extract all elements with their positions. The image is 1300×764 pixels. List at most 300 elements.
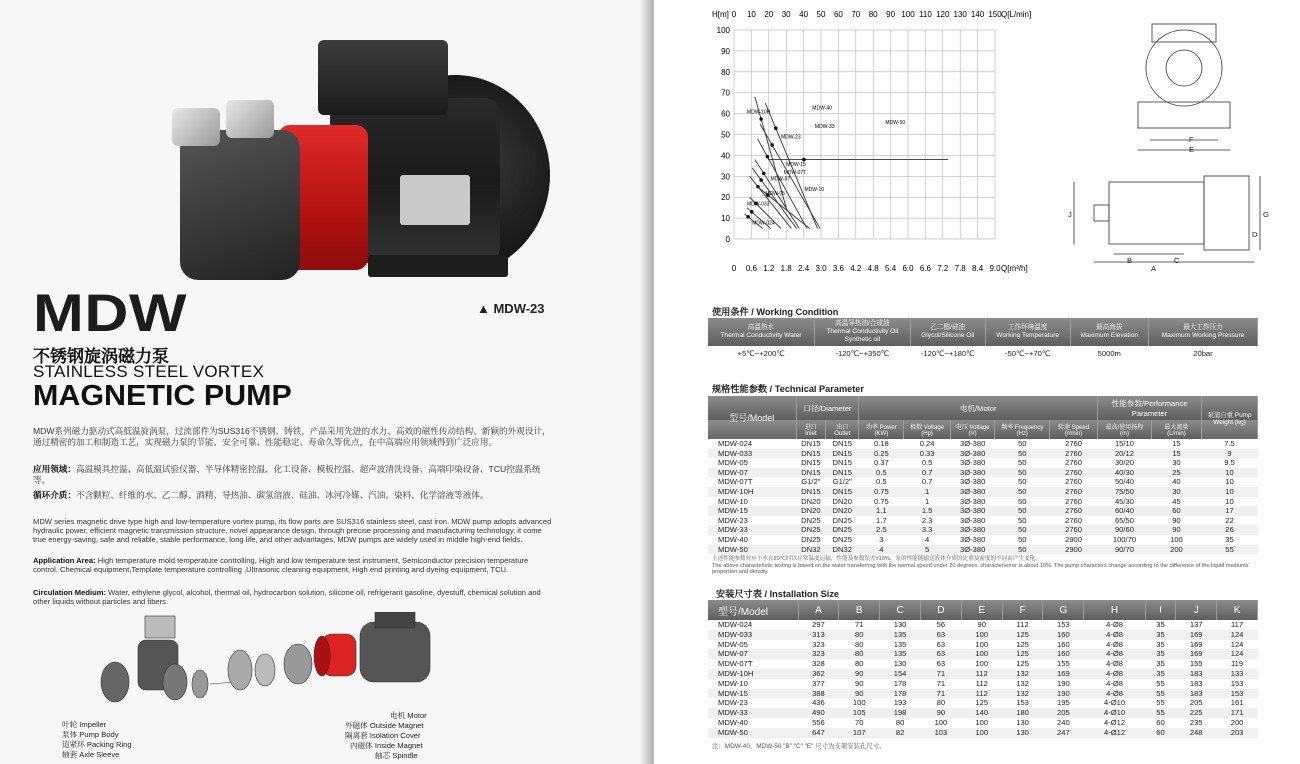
table-cell: 124 [1230,649,1244,659]
table-cell: 247 [1057,727,1070,737]
table-cell: 112 [975,678,988,688]
performance-curve [712,4,1042,274]
table-cell: 2760 [1065,439,1083,448]
h-tick: 100 [716,26,730,35]
table-cell: 3Ø-380 [959,506,986,516]
working-header: 高温热水 Thermal Conductivity Water [708,318,814,346]
table-cell: 2760 [1065,515,1083,525]
table-row [708,525,1258,535]
tech-table [708,396,1258,554]
table-cell: 171 [1230,708,1244,718]
table-cell: 35 [1156,649,1165,659]
table-cell: 193 [893,698,907,708]
table-cell: 154 [893,668,907,678]
table-cell: 20/12 [1114,448,1134,458]
q-bottom-tick: 4.8 [867,264,879,273]
label-packing-ring: 追紧环 Packing Ring [62,740,132,749]
table-cell: 178 [893,678,907,688]
tech-h-diam: 口径/Diameter [796,396,859,420]
curve-point [770,143,774,147]
table-row [708,439,1258,449]
h-tick: 60 [721,109,730,119]
curve-label: MDW-10H [747,109,771,116]
table-cell: MDW-024 [718,439,753,448]
table-cell: 50 [1018,525,1027,535]
table-cell: 183 [1189,668,1203,678]
table-cell: 3 [879,534,884,544]
tech-subheader: 极数 Voltage (Hp) [904,420,951,439]
table-cell: 1.1 [876,506,887,516]
table-cell: 0.37 [873,458,889,468]
table-cell: 100 [1170,534,1183,544]
h-tick: 70 [721,88,730,98]
table-cell: 3Ø-380 [959,458,986,468]
table-cell: DN15 [801,439,821,448]
table-row [708,698,1258,708]
table-cell: 2900 [1065,544,1083,554]
table-cell: 200 [1170,544,1183,554]
working-value: 20bar [1193,349,1213,358]
install-note: 注：MDW-40、MDW-50 "B" "C" "E" 尺寸为支架安装孔尺寸。 [712,743,886,750]
table-cell: 4-Ø8 [1106,629,1123,639]
table-cell: 4-Ø8 [1106,659,1123,669]
q-top-tick: 10 [746,10,756,19]
table-cell: 137 [1189,620,1203,629]
table-cell: 55 [1156,698,1165,708]
table-cell: 63 [936,659,946,669]
tech-subheader: 电压 Voltage (V) [950,420,995,439]
table-cell: 135 [893,639,907,649]
curve-point [746,215,750,219]
tech-subheader: 最大流量 (L/min) [1151,420,1201,439]
q-bottom-tick: 3.6 [832,264,844,273]
table-cell: 9 [1227,448,1232,458]
q-top-tick: 110 [919,10,932,19]
table-cell: 180 [1016,708,1029,718]
table-cell: 55 [1156,708,1165,718]
table-cell: 70 [855,717,864,727]
table-cell: 178 [893,688,907,698]
table-cell: 3Ø-380 [959,448,986,458]
table-cell: 35 [1156,668,1165,678]
table-cell: MDW-10 [718,496,748,506]
table-cell: 90 [855,688,864,698]
table-cell: 0.33 [919,448,935,458]
table-cell: 130 [1016,717,1029,727]
table-cell: 80 [855,649,864,659]
table-cell: 35 [1156,639,1165,649]
table-cell: 50 [1018,458,1027,468]
table-cell: 80 [855,629,864,639]
label-motor: 电机 Motor [390,711,427,720]
table-cell: 377 [812,678,825,688]
table-cell: 0.5 [876,477,887,487]
table-cell: 4-Ø10 [1103,708,1126,718]
curve-label: MDW-15 [786,161,806,168]
table-row [708,497,1258,507]
table-row [708,689,1258,699]
table-cell: 50/40 [1114,477,1134,487]
circulation-cn: 循环介质：不含颗粒、纤维的水、乙二醇、酒精、导热油、碳氢溶液、硅油、冰河冷媒、汽油、染料、化学溶液等液体。 [33,490,489,500]
table-cell: 160 [1057,629,1070,639]
table-row [708,679,1258,689]
table-cell: 297 [812,620,825,629]
working-value: -120℃~+180℃ [920,349,975,358]
table-cell: 2760 [1065,458,1083,468]
table-cell: 63 [936,649,946,659]
h-tick: 30 [721,172,730,182]
table-cell: 71 [936,688,946,698]
table-cell: 3Ø-380 [959,515,986,525]
table-cell: 124 [1230,639,1244,649]
install-header: J [1176,600,1217,620]
table-cell: DN15 [832,467,852,477]
table-cell: 80 [855,639,864,649]
table-cell: 112 [1016,620,1029,629]
dimension-drawing [1064,0,1264,275]
q-top-tick: 90 [886,10,896,19]
h-tick: 90 [721,46,730,56]
title-cn: 不锈钢旋涡磁力泵 [33,347,169,366]
brand-title: MDW [33,284,188,343]
install-title: 安装尺寸表 / Installation Size [716,589,840,599]
q-top-tick: 150 [988,10,1002,19]
table-cell: 3Ø-380 [959,544,986,554]
table-cell: MDW-05 [718,458,748,468]
h-tick: 40 [721,151,730,161]
table-cell: 183 [1189,688,1203,698]
table-cell: 2.5 [876,525,887,535]
table-cell: 100 [975,717,989,727]
table-cell: 35 [1156,659,1165,669]
table-cell: 125 [1016,649,1029,659]
dim-label-e: E [1189,145,1195,154]
curve-label: MDW-07T [783,170,807,177]
table-cell: 153 [1230,678,1244,688]
table-cell: 0.75 [873,486,889,496]
exploded-view [60,612,450,724]
table-cell: 63 [936,639,946,649]
table-cell: 2760 [1065,448,1083,458]
table-cell: 328 [812,659,825,669]
install-header: G [1043,600,1084,620]
table-cell: 2760 [1065,525,1083,535]
table-cell: DN20 [832,506,852,516]
table-cell: 10 [1225,486,1234,496]
q-top-tick: 120 [936,10,950,19]
q-bottom-tick: 0.6 [745,264,757,273]
table-row [708,708,1258,718]
table-cell: 35 [1156,629,1165,639]
dim-label-a: A [1151,264,1157,273]
table-cell: 50 [1018,448,1027,458]
table-cell: 112 [975,688,988,698]
table-cell: 117 [1231,620,1244,629]
q-bottom-tick: 8.4 [972,264,984,273]
table-cell: 4-Ø8 [1106,688,1123,698]
table-cell: 45 [1172,496,1181,506]
table-cell: 100 [852,698,866,708]
table-cell: 10 [1225,467,1234,477]
q-top-tick: 60 [833,10,843,19]
table-cell: MDW-15 [718,688,748,698]
curve-line [757,139,807,229]
table-cell: 105 [852,708,866,718]
table-row [708,545,1258,555]
tech-subheader: 进口 Inlet [796,420,826,439]
table-cell: MDW-40 [718,534,748,544]
table-cell: 0.5 [921,458,933,468]
table-cell: 2760 [1065,506,1083,516]
q-bottom-tick: 5.4 [885,264,897,273]
table-cell: 15/10 [1114,439,1134,448]
table-cell: 125 [1016,629,1029,639]
nameplate [400,175,470,225]
q-top-tick: 50 [816,10,826,19]
q-top-tick: 70 [851,10,861,19]
tech-note-en: The above characteristic testing is based on the water transferring with the normal speed under 20 degrees. character\error is about 10%. The pump characters change according to the difference of the liquid mediums' proportion and density. [712,563,1250,576]
table-row [708,506,1258,516]
table-cell: G1/2" [801,477,821,487]
table-cell: 2760 [1065,467,1083,477]
q-bottom-tick: 9.0 [989,264,1001,273]
install-header: F [1002,600,1043,620]
table-cell: 1 [924,486,930,496]
curve-label: MDW-50 [885,120,906,127]
table-cell: 2900 [1065,534,1083,544]
table-cell: MDW-033 [718,448,753,458]
table-cell: 240 [1057,717,1070,727]
table-row [708,718,1258,728]
table-cell: 153 [1057,620,1070,629]
table-cell: 2.3 [921,515,933,525]
table-cell: DN32 [832,544,852,554]
label-axle-sleeve: 轴套 Axle Sleeve [62,750,120,759]
table-cell: DN15 [801,448,821,458]
q-bottom-tick: 7.8 [954,264,966,273]
table-cell: 100 [934,717,948,727]
table-cell: 80 [895,717,905,727]
table-cell: 100 [975,639,989,649]
table-cell: 2760 [1065,477,1083,487]
tech-note-cn: 上述性能参数对应于水在20℃时以正常温度运输，性能及参数误差±10%，泵的性能随输送液体介质的比重及密度的不同而产生变化。 [712,556,1041,562]
table-row [708,728,1258,738]
subtitle-line2: MAGNETIC PUMP [33,380,292,412]
table-row [708,649,1258,659]
table-cell: 10 [1225,477,1234,487]
table-cell: 0.24 [919,439,935,448]
q-bottom-tick: 6.6 [919,264,931,273]
table-cell: 25 [1172,467,1181,477]
model-tag: ▲ MDW-23 [477,301,545,316]
table-cell: 75/50 [1114,486,1134,496]
label-outside-magnet: 外磁体 Outside Magnet [345,721,424,730]
table-cell: 2760 [1065,486,1083,496]
table-cell: 0.75 [873,496,889,506]
curve-point [774,126,778,130]
table-cell: 198 [893,708,907,718]
table-cell: 60/40 [1114,506,1134,516]
q-bottom-tick: 0 [731,264,737,273]
table-cell: MDW-024 [718,620,753,629]
table-cell: 1.5 [921,506,933,516]
table-cell: 50 [1018,439,1027,448]
table-cell: MDW-50 [718,544,748,554]
tech-subheader: 功率 Power (KW) [859,420,904,439]
table-cell: 0.25 [873,448,889,458]
table-cell: 362 [812,668,825,678]
table-cell: 3Ø-380 [959,486,986,496]
circulation-en: Circulation Medium: Water, ethylene glycol, alcohol, thermal oil, hydrocarbon solution, silicone oil, refrigerant gasoline, dyestuff, chemical solution and other liquids without particles and fibers. [33,588,541,606]
install-header: K [1217,600,1258,620]
working-value: +5℃~+200℃ [737,349,785,358]
table-cell: MDW-033 [718,629,753,639]
table-cell: 3Ø-380 [959,534,986,544]
table-cell: 388 [812,688,825,698]
table-cell: 5 [924,544,930,554]
table-cell: 2760 [1065,496,1083,506]
table-cell: 71 [936,678,946,688]
table-cell: 56 [936,620,946,629]
table-cell: MDW-07 [718,649,748,659]
curve-label: MDW-23 [780,134,801,141]
table-cell: DN15 [832,458,852,468]
table-cell: 50 [1018,544,1027,554]
table-cell: 30 [1172,486,1181,496]
tech-h-perf: 性能参数/Performance Parameter [1098,396,1202,420]
table-cell: 140 [975,708,989,718]
q-top-tick: 40 [799,10,809,19]
working-value: -50℃~+70℃ [1005,349,1051,358]
tech-subheader: 最高/使用扬程 (m) [1098,420,1152,439]
table-cell: 169 [1189,639,1203,649]
table-cell: DN15 [801,458,821,468]
dim-label-g: G [1263,210,1269,219]
table-row [708,640,1258,650]
table-cell: 90 [977,620,986,629]
table-cell: DN20 [832,496,852,506]
table-cell: 153 [1230,688,1244,698]
table-cell: 22 [1225,515,1234,525]
working-header: 最高海拔 Maximum Elevation [1070,318,1148,346]
table-cell: 4 [879,544,884,554]
dim-label-d: D [1252,230,1258,239]
q-bottom-tick: 6.0 [902,264,914,273]
table-cell: 107 [852,727,866,737]
table-cell: 100 [975,727,989,737]
table-cell: 0.18 [873,439,889,448]
table-cell: 4-Ø10 [1103,698,1126,708]
table-cell: DN25 [832,525,852,535]
table-cell: MDW-33 [718,525,748,535]
table-cell: 647 [812,727,825,737]
table-cell: DN25 [832,534,852,544]
table-cell: 125 [1016,659,1029,669]
table-cell: 0.7 [921,477,933,487]
table-cell: 60 [1172,506,1181,516]
table-cell: 60 [1156,727,1165,737]
q-bottom-tick: 4.2 [850,264,862,273]
curve-point [759,178,763,182]
table-cell: 35 [1156,620,1165,629]
application-cn: 应用领域：高温模具控温、高低温试验仪器、半导体精密控温、化工设备、模板控温、超声波清洗设备、高端印染设备、TCU控温系统等。 [33,464,541,485]
table-cell: DN15 [832,448,852,458]
table-row [708,487,1258,497]
table-cell: 65/50 [1114,515,1134,525]
table-cell: 100 [975,649,989,659]
table-cell: G1/2" [832,477,852,487]
h-axis-label: H[m] [712,10,729,19]
table-cell: MDW-23 [718,515,748,525]
table-cell: 40 [1172,477,1181,487]
curve-point [759,117,763,121]
curve-label: MDW-40 [812,105,832,112]
table-cell: 50 [1018,486,1027,496]
table-cell: MDW-10H [718,486,754,496]
table-cell: 3Ø-380 [959,439,986,448]
q-bottom-tick: 1.2 [763,264,775,273]
tech-h-model: 型号/Model [708,396,796,439]
table-cell: DN15 [832,439,852,448]
table-cell: 103 [934,727,948,737]
table-row [708,535,1258,545]
table-cell: 15 [1172,448,1181,458]
install-table [708,600,1258,738]
q-bottom-tick: 7.2 [937,264,949,273]
tech-h-motor: 电机/Motor [859,396,1098,420]
table-cell: 130 [893,620,907,629]
table-cell: 55 [1156,678,1165,688]
dim-label-j: J [1068,210,1072,219]
table-cell: 248 [1189,727,1203,737]
label-spindle: 轴芯 Spindle [375,751,418,760]
table-cell: 100 [975,659,989,669]
curve-label: MDW-05 [765,191,785,198]
table-cell: 1.7 [876,515,887,525]
table-cell: 130 [893,659,907,669]
table-cell: 195 [1057,698,1070,708]
h-tick: 50 [721,130,730,140]
table-cell: 90 [936,708,946,718]
table-cell: 132 [1016,688,1029,698]
table-cell: 50 [1018,534,1027,544]
table-cell: 161 [1230,698,1244,708]
table-cell: 169 [1189,649,1203,659]
table-cell: 50 [1018,515,1027,525]
table-cell: 436 [812,698,825,708]
table-cell: DN15 [832,486,852,496]
table-cell: DN32 [801,544,821,554]
table-cell: 130 [1016,727,1029,737]
table-cell: 135 [893,629,907,639]
table-cell: 50 [1018,477,1027,487]
table-cell: MDW-15 [718,506,748,516]
table-cell: 82 [895,727,905,737]
table-cell: MDW-05 [718,639,748,649]
table-cell: DN20 [801,506,821,516]
q-bottom-tick: 1.8 [780,264,792,273]
curve-point [766,155,770,159]
table-cell: 90 [855,678,864,688]
working-header: 高温导热油/合成油 Thermal Conductivity Oil Synthetic oil [814,318,910,346]
install-header: H [1084,600,1145,620]
h-tick: 80 [721,67,730,77]
table-cell: 556 [812,717,825,727]
q-top-tick: 140 [970,10,985,19]
description-cn: MDW系列磁力驱动式高低温旋涡泵，过流部件为SUS316不锈钢、铸铁，产品采用先进的水力、高效的磁性传动结构、新颖的外观设计，通过精密的加工和制造工艺，实现磁力泵的节能、安全可靠、性能稳定、寿命久等优点，在中高端应用领域得到广泛应用。 [33,426,551,447]
table-cell: 63 [936,629,946,639]
h-tick: 20 [721,193,730,203]
